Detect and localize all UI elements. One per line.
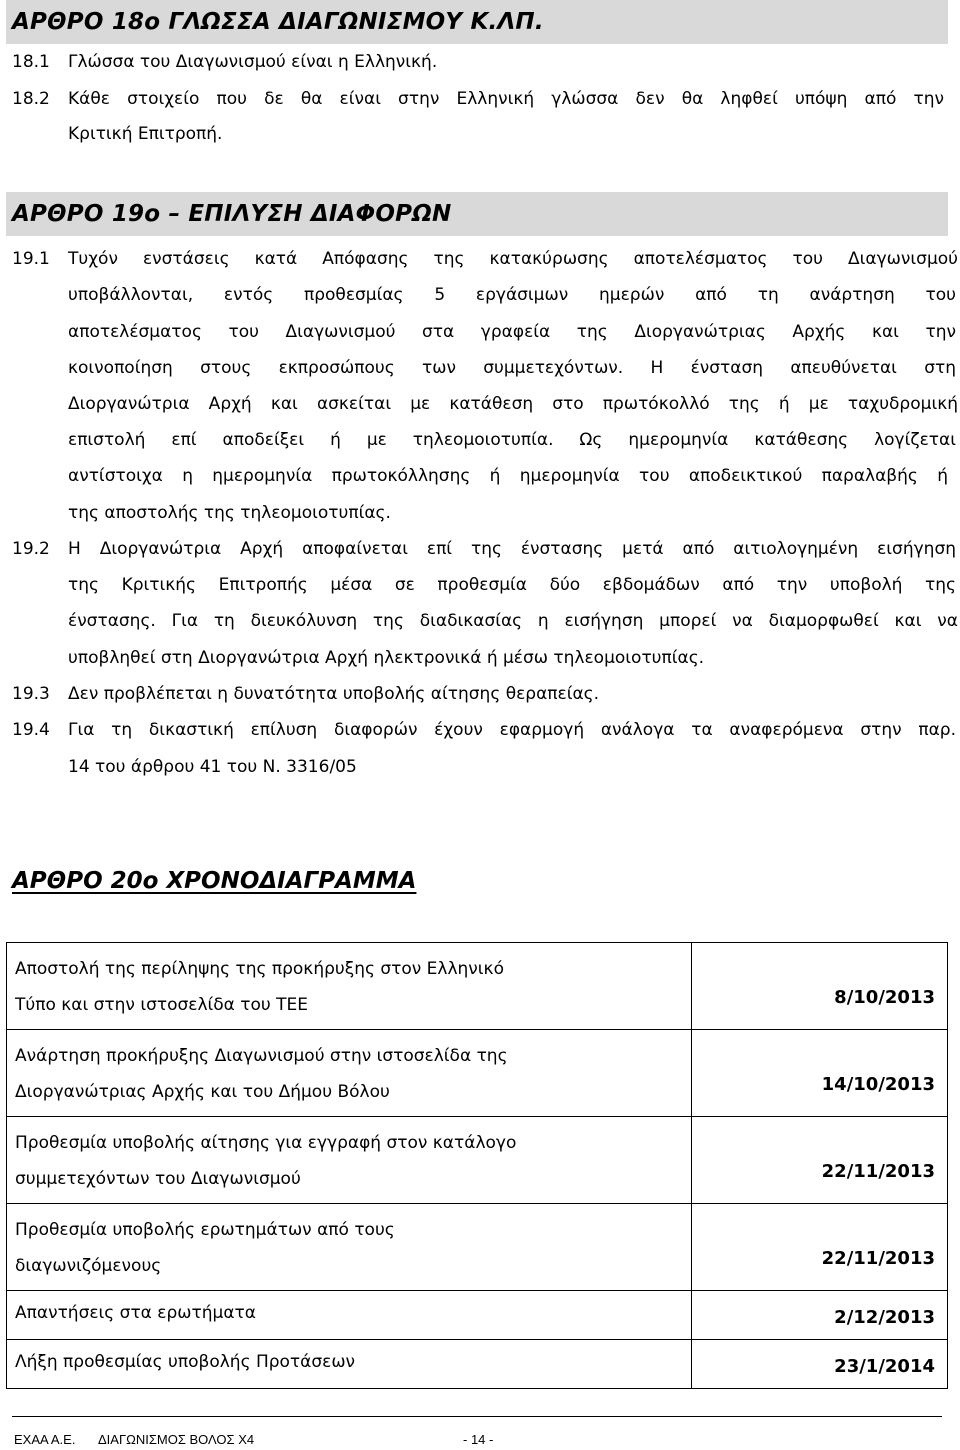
schedule-description-line: Προθεσμία υποβολής ερωτημάτων από τους bbox=[15, 1220, 395, 1240]
schedule-description bbox=[7, 1030, 692, 1117]
schedule-description-line: Λήξη προθεσμίας υποβολής Προτάσεων bbox=[15, 1352, 356, 1372]
schedule-date: 2/12/2013 bbox=[834, 1307, 935, 1328]
footer-company: ΕΧΑΑ Α.Ε. bbox=[14, 1432, 76, 1447]
schedule-description-line: Τύπο και στην ιστοσελίδα του ΤΕΕ bbox=[15, 995, 309, 1015]
paragraph-text: Για τη δικαστική επίλυση διαφορών έχουν εφαρμογή ανάλογα τα αναφερόμενα στην παρ. bbox=[68, 720, 956, 740]
table-row bbox=[7, 1340, 948, 1389]
paragraph-number: 18.1 bbox=[12, 52, 50, 72]
paragraph-line: επιστολή επί αποδείξει ή με τηλεομοιοτυπία. Ως ημερομηνία κατάθεσης λογίζεται bbox=[68, 430, 956, 450]
schedule-description-line: Αποστολή της περίληψης της προκήρυξης στον Ελληνικό bbox=[15, 959, 504, 979]
schedule-description-line: Ανάρτηση προκήρυξης Διαγωνισμού στην ιστοσελίδα της bbox=[15, 1046, 508, 1066]
footer-divider bbox=[12, 1416, 942, 1417]
schedule-table bbox=[6, 942, 948, 1389]
schedule-description-line: Προθεσμία υποβολής αίτησης για εγγραφή στον κατάλογο bbox=[15, 1133, 517, 1153]
paragraph-line: αντίστοιχα η ημερομηνία πρωτοκόλλησης ή ημερομηνία του αποδεικτικού παραλαβής ή bbox=[68, 466, 948, 486]
paragraph-text: 14 του άρθρου 41 του Ν. 3316/05 bbox=[68, 757, 357, 777]
table-row bbox=[7, 943, 948, 1030]
schedule-date-cell bbox=[692, 1030, 948, 1117]
article-19-heading-bar bbox=[6, 192, 948, 236]
paragraph-line: κοινοποίηση στους εκπροσώπους των συμμετεχόντων. Η ένσταση απευθύνεται στη bbox=[68, 358, 956, 378]
table-row bbox=[7, 1291, 948, 1340]
paragraph-line: Τυχόν ενστάσεις κατά Απόφασης της κατακύρωσης αποτελέσματος του Διαγωνισμού bbox=[68, 249, 958, 269]
paragraph-number: 18.2 bbox=[12, 89, 50, 109]
paragraph-number: 19.2 bbox=[12, 539, 50, 559]
schedule-description bbox=[7, 1204, 692, 1291]
schedule-description bbox=[7, 1117, 692, 1204]
schedule-date-cell bbox=[692, 1291, 948, 1340]
schedule-description bbox=[7, 943, 692, 1030]
paragraph-line: Η Διοργανώτρια Αρχή αποφαίνεται επί της ένστασης μετά από αιτιολογημένη εισήγηση bbox=[68, 539, 956, 559]
paragraph-line: της Κριτικής Επιτροπής μέσα σε προθεσμία δύο εβδομάδων από την υποβολή της bbox=[68, 575, 956, 595]
schedule-description-line: Απαντήσεις στα ερωτήματα bbox=[15, 1303, 256, 1323]
paragraph-line: Διοργανώτρια Αρχή και ασκείται με κατάθεση στο πρωτόκολλό της ή με ταχυδρομική bbox=[68, 394, 958, 414]
table-row bbox=[7, 1030, 948, 1117]
schedule-date-cell bbox=[692, 1340, 948, 1389]
schedule-description bbox=[7, 1340, 692, 1389]
schedule-description-line: Διοργανώτριας Αρχής και του Δήμου Βόλου bbox=[15, 1082, 390, 1102]
paragraph-line: υποβληθεί στη Διοργανώτρια Αρχή ηλεκτρονικά ή μέσω τηλεομοιοτυπίας. bbox=[68, 648, 705, 668]
paragraph-number: 19.3 bbox=[12, 684, 50, 704]
schedule-description bbox=[7, 1291, 692, 1340]
paragraph-text: Κριτική Επιτροπή. bbox=[68, 124, 223, 144]
schedule-date-cell bbox=[692, 1204, 948, 1291]
schedule-description-line: συμμετεχόντων του Διαγωνισμού bbox=[15, 1169, 301, 1189]
schedule-date: 14/10/2013 bbox=[821, 1074, 935, 1095]
table-row bbox=[7, 1117, 948, 1204]
table-row bbox=[7, 1204, 948, 1291]
footer-title: ΔΙΑΓΩΝΙΣΜΟΣ ΒΟΛΟΣ Χ4 bbox=[98, 1432, 255, 1447]
paragraph-line: υποβάλλονται, εντός προθεσμίας 5 εργάσιμων ημερών από τη ανάρτηση του bbox=[68, 285, 956, 305]
paragraph-line: της αποστολής της τηλεομοιοτυπίας. bbox=[68, 503, 391, 523]
schedule-date: 23/1/2014 bbox=[834, 1356, 935, 1377]
schedule-description-line: διαγωνιζόμενους bbox=[15, 1256, 162, 1276]
paragraph-line: ένστασης. Για τη διευκόλυνση της διαδικασίας η εισήγηση μπορεί να διαμορφωθεί και να bbox=[68, 611, 958, 631]
paragraph-text: Γλώσσα του Διαγωνισμού είναι η Ελληνική. bbox=[68, 52, 438, 72]
paragraph-number: 19.1 bbox=[12, 249, 50, 269]
schedule-date: 8/10/2013 bbox=[834, 987, 935, 1008]
paragraph-text: Δεν προβλέπεται η δυνατότητα υποβολής αίτησης θεραπείας. bbox=[68, 684, 600, 704]
paragraph-number: 19.4 bbox=[12, 720, 50, 740]
schedule-date-cell bbox=[692, 943, 948, 1030]
paragraph-text: Κάθε στοιχείο που δε θα είναι στην Ελληνική γλώσσα δεν θα ληφθεί υπόψη από την bbox=[68, 89, 944, 109]
article-18-heading-bar bbox=[6, 0, 948, 44]
footer-page-number: - 14 - bbox=[463, 1432, 494, 1447]
schedule-date: 22/11/2013 bbox=[821, 1161, 935, 1182]
article-20-title: ΑΡΘΡΟ 20ο ΧΡΟΝΟΔΙΑΓΡΑΜΜΑ bbox=[12, 868, 417, 894]
paragraph-line: αποτελέσματος του Διαγωνισμού στα γραφεία της Διοργανώτριας Αρχής και την bbox=[68, 322, 956, 342]
article-18-title: ΑΡΘΡΟ 18ο ΓΛΩΣΣΑ ΔΙΑΓΩΝΙΣΜΟΥ Κ.ΛΠ. bbox=[12, 9, 544, 35]
schedule-date: 22/11/2013 bbox=[821, 1248, 935, 1269]
article-19-title: ΑΡΘΡΟ 19ο – ΕΠΙΛΥΣΗ ΔΙΑΦΟΡΩΝ bbox=[12, 201, 452, 227]
schedule-date-cell bbox=[692, 1117, 948, 1204]
